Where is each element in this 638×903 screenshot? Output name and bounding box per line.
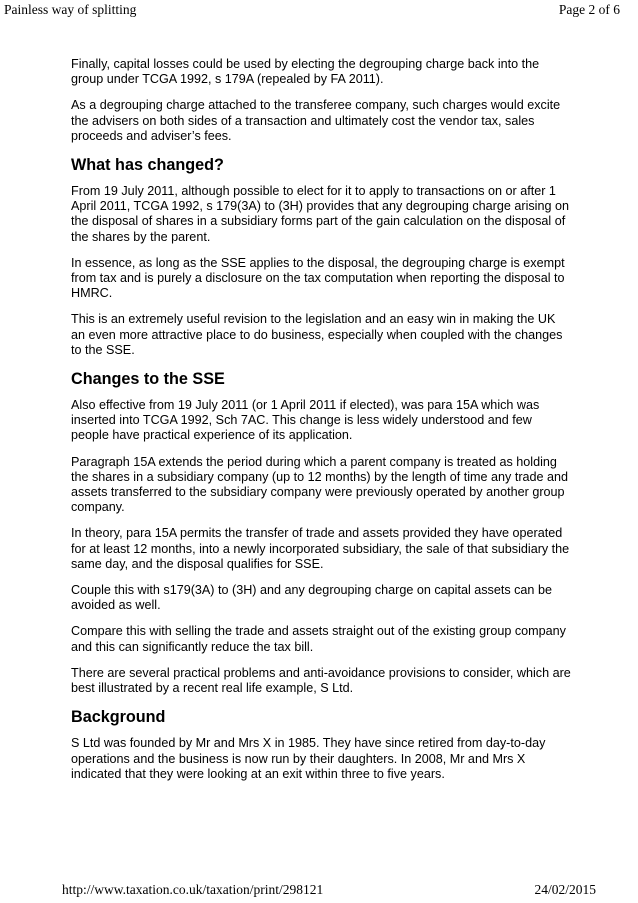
paragraph: In essence, as long as the SSE applies to the disposal, the degrouping charge is exempt from tax and is purely a disclosure on the tax computation when reporting the disposal to HMRC. <box>71 255 565 301</box>
paragraph: Compare this with selling the trade and assets straight out of the existing group company and this can significantly reduce the tax bill. <box>71 624 566 654</box>
paragraph: Couple this with s179(3A) to (3H) and any degrouping charge on capital assets can be avoided as well. <box>71 583 552 613</box>
paragraph: As a degrouping charge attached to the transferee company, such charges would excite the advisers on both sides of a transaction and ultimately cost the vendor tax, sales proceeds and adviser’s fees. <box>71 98 561 143</box>
print-header <box>4 2 620 18</box>
section-heading-what-has-changed: What has changed? <box>71 156 224 175</box>
paragraph: This is an extremely useful revision to the legislation and an easy win in making the UK an even more attractive place to do business, especially when coupled with the changes to the SSE. <box>71 312 563 357</box>
paragraph: In theory, para 15A permits the transfer of trade and assets provided they have operated for at least 12 months, into a newly incorporated subsidiary, the sale of that subsidiary the same day, and the disposal qualifies for SSE. <box>71 526 570 571</box>
paragraph: From 19 July 2011, although possible to elect for it to apply to transactions on or after 1 April 2011, TCGA 1992, s 179(3A) to (3H) provides that any degrouping charge arising on the disposal of shares in a subsidiary forms part of the gain calculation on the disposal of the shares by the parent. <box>71 184 569 244</box>
source-url: http://www.taxation.co.uk/taxation/print/298121 <box>62 882 324 897</box>
paragraph: There are several practical problems and anti-avoidance provisions to consider, which are best illustrated by a recent real life example, S Ltd. <box>71 665 571 696</box>
document-title: Painless way of splitting <box>4 2 137 17</box>
print-date: 24/02/2015 <box>534 882 596 897</box>
paragraph: Also effective from 19 July 2011 (or 1 April 2011 if elected), was para 15A which was inserted into TCGA 1992, Sch 7AC. This change is less widely understood and few people have practical experience of its application. <box>71 398 540 443</box>
paragraph: S Ltd was founded by Mr and Mrs X in 1985. They have since retired from day-to-day operations and the business is now run by their daughters. In 2008, Mr and Mrs X indicated that they were looking at an exit within three to five years. <box>71 736 546 781</box>
paragraph: Paragraph 15A extends the period during which a parent company is treated as holding the shares in a subsidiary company (up to 12 months) by the length of time any trade and assets transferred to the subsidiary company were previously operated by another group company. <box>71 454 569 515</box>
article-body <box>71 57 571 793</box>
page-number: Page 2 of 6 <box>558 2 620 17</box>
section-heading-changes-to-sse: Changes to the SSE <box>71 370 225 389</box>
paragraph: Finally, capital losses could be used by electing the degrouping charge back into the group under TCGA 1992, s 179A (repealed by FA 2011). <box>71 57 540 87</box>
print-footer <box>62 882 596 898</box>
section-heading-background: Background <box>71 708 166 727</box>
